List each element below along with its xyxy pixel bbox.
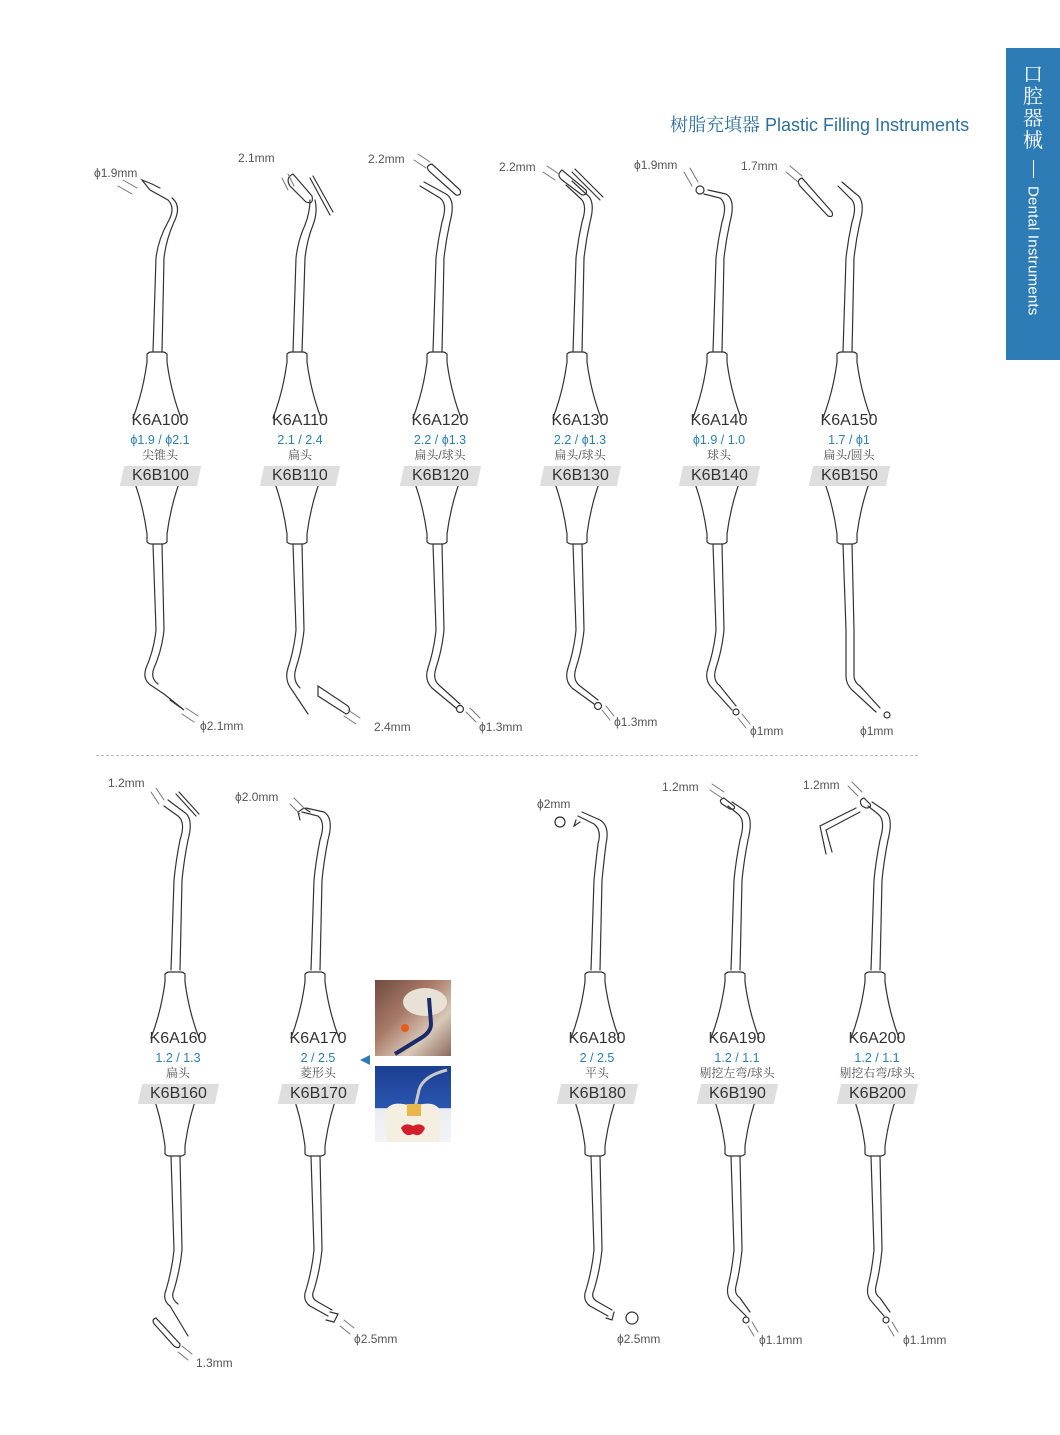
- spec: 1.2 / 1.3: [155, 1051, 201, 1065]
- instrument-k6a100: [90, 412, 230, 486]
- code-a: K6A140: [690, 412, 748, 429]
- description: 扁头/球头: [414, 448, 466, 462]
- description: 剔挖左弯/球头: [699, 1066, 775, 1080]
- dim-bottom-k6a110: 2.4mm: [374, 720, 411, 734]
- dim-bottom-k6a120: ϕ1.3mm: [479, 720, 523, 734]
- dim-bottom-k6a170: ϕ2.5mm: [354, 1332, 398, 1346]
- description: 球头: [706, 448, 731, 462]
- code-b-badge: [696, 1084, 777, 1104]
- instrument-k6a120: [370, 412, 510, 486]
- spec: ϕ1.9 / ϕ2.1: [130, 433, 190, 447]
- description: 尖锥头: [141, 448, 178, 462]
- dim-bottom-k6a190: ϕ1.1mm: [759, 1333, 803, 1347]
- code-b-badge: [260, 466, 340, 486]
- code-b-badge: [399, 466, 480, 486]
- code-a: K6A170: [289, 1030, 347, 1047]
- description: 扁头/圆头: [823, 448, 875, 462]
- dim-bottom-k6a130: ϕ1.3mm: [614, 715, 658, 729]
- code-b: K6B130: [551, 467, 609, 484]
- dim-bottom-k6a180: ϕ2.5mm: [617, 1332, 661, 1346]
- dim-top-k6a120: 2.2mm: [368, 152, 405, 166]
- code-a: K6A200: [848, 1030, 906, 1047]
- instrument-k6a190: [667, 1030, 807, 1104]
- code-b-badge: [119, 466, 200, 486]
- dim-top-k6a160: 1.2mm: [108, 776, 145, 790]
- dim-bottom-k6a160: 1.3mm: [196, 1356, 233, 1370]
- side-tab-title-cn: 口腔器械: [1023, 64, 1043, 152]
- dim-top-k6a150: 1.7mm: [741, 159, 778, 173]
- instrument-k6a130: [510, 412, 650, 486]
- spec: 2 / 2.5: [579, 1051, 615, 1065]
- tooth-diagram-photo: [375, 1066, 451, 1142]
- code-b-badge: [137, 1084, 218, 1104]
- code-a: K6A130: [551, 412, 609, 429]
- spec: 2.1 / 2.4: [277, 433, 323, 447]
- section-title: 树脂充填器 Plastic Filling Instruments: [670, 115, 970, 135]
- instrument-k6a140: [649, 412, 789, 486]
- code-b: K6B150: [820, 467, 878, 484]
- dim-top-k6a140: ϕ1.9mm: [634, 158, 678, 172]
- code-b: K6B120: [411, 467, 469, 484]
- dim-top-k6a190: 1.2mm: [662, 780, 699, 794]
- code-b: K6B100: [131, 467, 189, 484]
- description: 剔挖右弯/球头: [839, 1066, 915, 1080]
- instrument-k6a180: [527, 1030, 667, 1104]
- code-b: K6B160: [149, 1085, 207, 1102]
- instrument-k6a150: [779, 412, 919, 486]
- instrument-k6a110: [230, 412, 370, 486]
- code-b: K6B190: [708, 1085, 766, 1102]
- code-b: K6B180: [568, 1085, 626, 1102]
- code-a: K6A160: [149, 1030, 207, 1047]
- instrument-in-mouth-illustration: [375, 980, 451, 1056]
- dim-top-k6a130: 2.2mm: [499, 160, 536, 174]
- description: 扁头: [287, 448, 312, 462]
- spec: 1.2 / 1.1: [854, 1051, 900, 1065]
- code-b-badge: [836, 1084, 917, 1104]
- dim-top-k6a200: 1.2mm: [803, 778, 840, 792]
- description: 平头: [584, 1066, 609, 1080]
- instrument-k6a200: [807, 1030, 947, 1104]
- spec: 2.2 / ϕ1.3: [553, 433, 607, 447]
- code-b: K6B200: [848, 1085, 906, 1102]
- dim-bottom-k6a140: ϕ1mm: [750, 724, 784, 738]
- tooth-cross-section-illustration: [375, 1066, 451, 1142]
- description: 菱形头: [299, 1066, 336, 1080]
- side-tab-title-en: Dental Instruments: [1024, 186, 1042, 316]
- code-b: K6B170: [289, 1085, 347, 1102]
- dim-top-k6a100: ϕ1.9mm: [94, 166, 138, 180]
- spec: 2.2 / ϕ1.3: [413, 433, 467, 447]
- instrument-k6a160: [108, 1030, 248, 1104]
- code-a: K6A190: [708, 1030, 766, 1047]
- code-b-badge: [808, 466, 889, 486]
- description: 扁头/球头: [554, 448, 606, 462]
- code-a: K6A120: [411, 412, 469, 429]
- code-a: K6A180: [568, 1030, 626, 1047]
- clinical-usage-photo: [375, 980, 451, 1056]
- code-a: K6A110: [272, 412, 328, 429]
- code-b-badge: [539, 466, 620, 486]
- spec: 2 / 2.5: [300, 1051, 336, 1065]
- dim-bottom-k6a200: ϕ1.1mm: [903, 1333, 947, 1347]
- spec: ϕ1.9 / 1.0: [692, 433, 746, 447]
- dim-top-k6a180: ϕ2mm: [537, 797, 571, 811]
- code-b: K6B140: [690, 467, 748, 484]
- code-b-badge: [556, 1084, 637, 1104]
- pointer-arrow-icon: [360, 1055, 370, 1065]
- code-a: K6A100: [131, 412, 189, 429]
- code-a: K6A150: [820, 412, 878, 429]
- dim-bottom-k6a150: ϕ1mm: [860, 724, 894, 738]
- code-b-badge: [277, 1084, 358, 1104]
- spec: 1.2 / 1.1: [714, 1051, 760, 1065]
- spec: 1.7 / ϕ1: [828, 433, 870, 447]
- instrument-k6a170: [248, 1030, 388, 1104]
- dim-bottom-k6a100: ϕ2.1mm: [200, 719, 244, 733]
- description: 扁头: [165, 1066, 190, 1080]
- code-b-badge: [678, 466, 759, 486]
- code-b: K6B110: [272, 467, 328, 484]
- dim-top-k6a170: ϕ2.0mm: [235, 790, 279, 804]
- dim-top-k6a110: 2.1mm: [238, 151, 275, 165]
